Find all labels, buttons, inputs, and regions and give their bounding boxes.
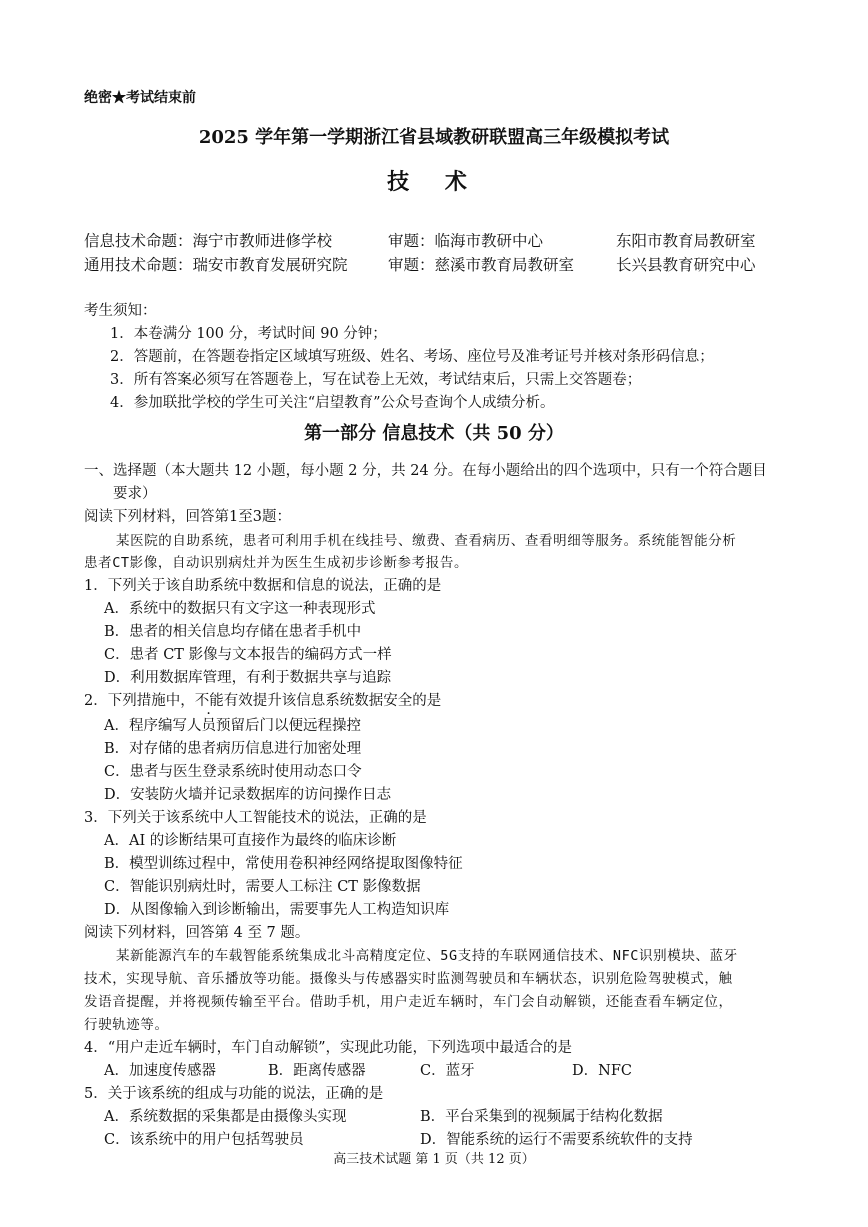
subject-title: 技 术 <box>387 169 481 195</box>
stem-text: 有效提升该信息系统数据安全的是 <box>223 693 442 709</box>
question-option: D．安装防火墙并记录数据库的访问操作日志 <box>104 787 392 803</box>
reading-prompt: 阅读下列材料，回答第 4 至 7 题。 <box>84 925 310 941</box>
notice-item: 2．答题前，在答题卷指定区域填写班级、姓名、考场、座位号及准考证号并核对条形码信息； <box>110 349 714 365</box>
question-option: A．程序编写人员预留后门以便远程操控 <box>104 718 361 734</box>
exam-title: 2025 学年第一学期浙江省县域教研联盟高三年级模拟考试 <box>198 127 670 148</box>
passage-line: 发语音提醒，并将视频传输至平台。借助手机，用户走近车辆时，车门会自动解锁，还能查看车辆定位， <box>84 994 733 1010</box>
part-intro-cont: 要求） <box>113 486 157 502</box>
question-option: C．该系统中的用户包括驾驶员 <box>104 1132 304 1148</box>
question-option: A．加速度传感器 <box>104 1063 216 1079</box>
question-option: A．AI 的诊断结果可直接作为最终的临床诊断 <box>104 833 397 849</box>
notice-item: 3．所有答案必须写在答题卷上，写在试卷上无效，考试结束后，只需上交答题卷； <box>110 372 642 388</box>
passage-line: 患者CT影像，自动识别病灶并为医生生成初步诊断参考报告。 <box>84 555 469 571</box>
notice-item: 4．参加联批学校的学生可关注“启望教育”公众号查询个人成绩分析。 <box>110 395 555 411</box>
question-option: A．系统数据的采集都是由摄像头实现 <box>104 1109 347 1125</box>
credit-info-author: 信息技术命题：海宁市教师进修学校 <box>84 232 333 250</box>
passage-line: 某新能源汽车的车载智能系统集成北斗高精度定位、5G支持的车联网通信技术、NFC识别模块、蓝牙 <box>116 948 738 964</box>
question-option: A．系统中的数据只有文字这一种表现形式 <box>104 601 376 617</box>
credit-info-other: 东阳市教育局教研室 <box>616 232 756 250</box>
question-option: B．模型训练过程中，常使用卷积神经网络提取图像特征 <box>104 856 463 872</box>
question-option: C．患者与医生登录系统时使用动态口令 <box>104 764 362 780</box>
question-option: D．从图像输入到诊断输出，需要事先人工构造知识库 <box>104 902 450 918</box>
notice-heading: 考生须知： <box>84 303 157 319</box>
emphasis-text: 不能 <box>194 693 224 709</box>
question-option: C．患者 CT 影像与文本报告的编码方式一样 <box>104 647 392 663</box>
part-intro: 一、选择题（本大题共 12 小题，每小题 2 分，共 24 分。在每小题给出的四个选项中，只有一个符合题目 <box>84 463 767 479</box>
credit-info-review: 审题：临海市教研中心 <box>388 232 544 250</box>
passage-line: 行驶轨迹等。 <box>84 1017 169 1033</box>
credit-general-review: 审题：慈溪市教育局教研室 <box>388 256 575 274</box>
question-option: D．智能系统的运行不需要系统软件的支持 <box>420 1132 693 1148</box>
passage-line: 技术，实现导航、音乐播放等功能。摄像头与传感器实时监测驾驶员和车辆状态，识别危险驾驶模式，触 <box>84 971 733 987</box>
question-option: D．NFC <box>572 1063 632 1079</box>
question-option: C．蓝牙 <box>420 1063 475 1079</box>
question-option: C．智能识别病灶时，需要人工标注 CT 影像数据 <box>104 879 421 895</box>
notice-item: 1．本卷满分 100 分，考试时间 90 分钟； <box>110 326 387 342</box>
question-stem <box>84 691 441 711</box>
question-option: B．患者的相关信息均存储在患者手机中 <box>104 624 362 640</box>
section-title: 第一部分 信息技术（共 50 分） <box>304 423 564 444</box>
confidential-mark: 绝密★考试结束前 <box>84 90 196 106</box>
question-stem: 3．下列关于该系统中人工智能技术的说法，正确的是 <box>84 810 427 826</box>
stem-text: 2．下列措施中， <box>84 693 195 709</box>
question-stem: 4．“用户走近车辆时，车门自动解锁”，实现此功能，下列选项中最适合的是 <box>84 1040 573 1056</box>
question-option: D．利用数据库管理，有利于数据共享与追踪 <box>104 670 392 686</box>
page-footer: 高三技术试题 第 1 页（共 12 页） <box>333 1152 535 1167</box>
credit-general-other: 长兴县教育研究中心 <box>616 256 756 274</box>
question-option: B．距离传感器 <box>268 1063 366 1079</box>
question-stem: 1．下列关于该自助系统中数据和信息的说法，正确的是 <box>84 578 442 594</box>
question-option: B．平台采集到的视频属于结构化数据 <box>420 1109 663 1125</box>
passage-line: 某医院的自助系统，患者可利用手机在线挂号、缴费、查看病历、查看明细等服务。系统能智能分析 <box>116 533 737 549</box>
question-stem: 5．关于该系统的组成与功能的说法，正确的是 <box>84 1086 384 1102</box>
question-option: B．对存储的患者病历信息进行加密处理 <box>104 741 362 757</box>
reading-prompt: 阅读下列材料，回答第1至3题： <box>84 509 291 525</box>
credit-general-author: 通用技术命题：瑞安市教育发展研究院 <box>84 256 348 274</box>
